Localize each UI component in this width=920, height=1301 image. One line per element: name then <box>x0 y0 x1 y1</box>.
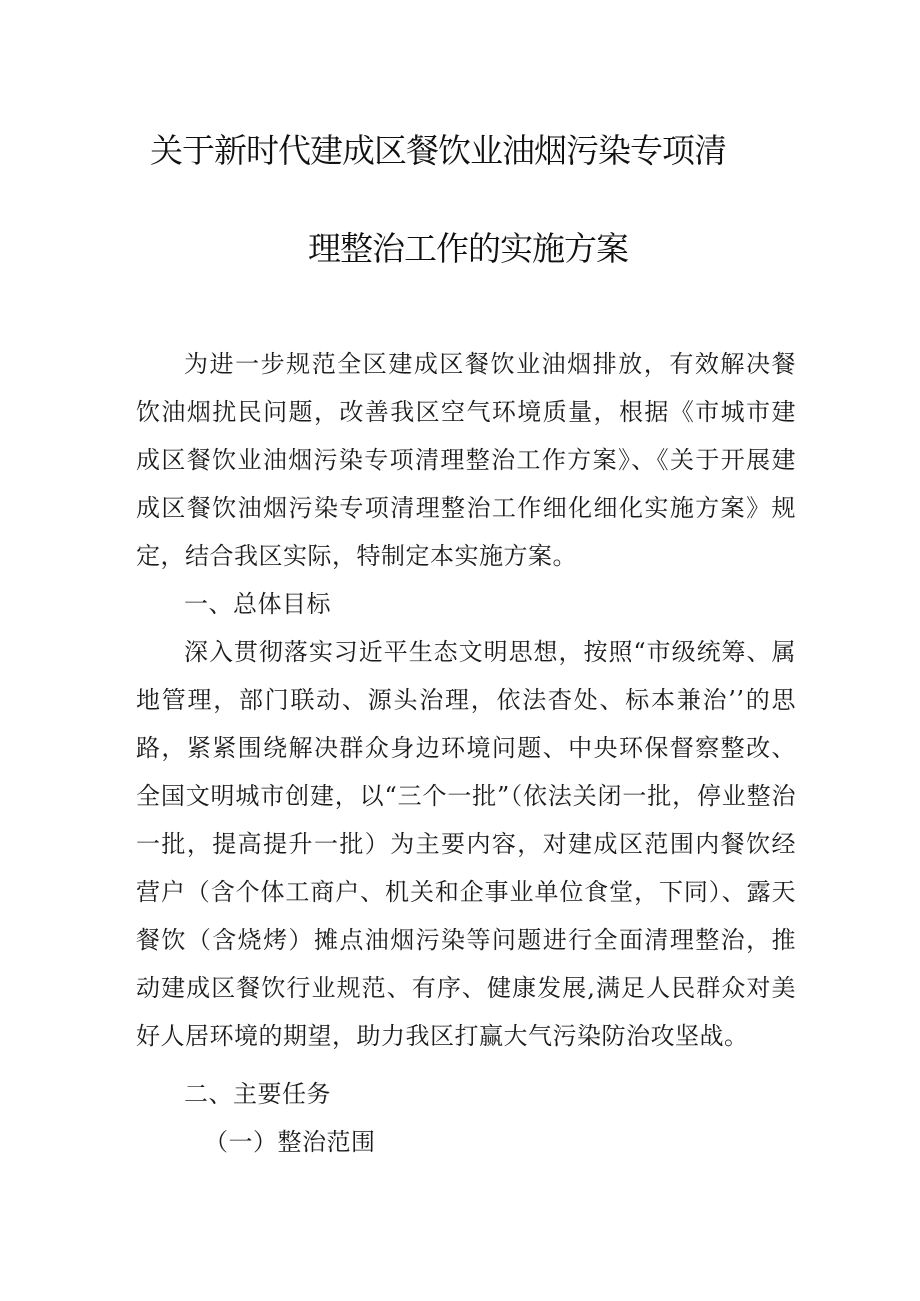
overall-goal-paragraph: 深入贯彻落实习近平生态文明思想，按照“市级统筹、属地管理，部门联动、源头治理，依法杳处、标本兼治’’的思路，紧紧围绕解决群众身边环境问题、中央环保督察整改、全国文明城市创建，以“三个一批”（依法关闭一批，停业整治一批，提高提升一批）为主要内容，对建成区范围内餐饮经营户（含个体工商户、机关和企事业单位食堂，下同）、露天餐饮（含烧烤）摊点油烟污染等问题进行全面清理整治，推动建成区餐饮行业规范、有序、健康发展,满足人民群众对美好人居环境的期望，助力我区打赢大气污染防治攻坚战。 <box>136 638 796 1050</box>
section-heading-overall-goal: 一、总体目标 <box>184 590 331 618</box>
subsection-heading-scope: （一）整治范围 <box>204 1128 376 1156</box>
document-body <box>136 340 796 1166</box>
section-heading-main-tasks: 二、主要任务 <box>184 1080 331 1108</box>
document-title-line-2: 理整治工作的实施方案 <box>308 229 628 268</box>
document-title-line-1: 关于新时代建成区餐饮业油烟污染专项清 <box>150 131 726 170</box>
intro-paragraph: 为进一步规范全区建成区餐饮业油烟排放，有效解决餐饮油烟扰民问题，改善我区空气环境质量，根据《市城市建成区餐饮业油烟污染专项清理整治工作方案》、《关于开展建成区餐饮油烟污染专项清理整治工作细化细化实施方案》规定，结合我区实际，特制定本实施方案。 <box>136 350 796 570</box>
